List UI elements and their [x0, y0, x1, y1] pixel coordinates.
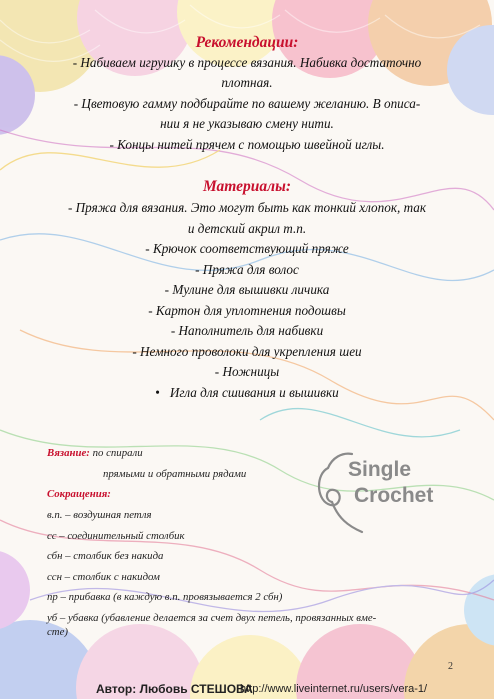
recommendation-line-5: - Концы нитей прячем с помощью швейной иглы.	[109, 137, 385, 152]
footer-author: Автор: Любовь СТЕШОВА	[96, 682, 253, 696]
knitting-row	[47, 446, 143, 460]
recommendation-line-3: - Цветовую гамму подбирайте по вашему желанию. В описа-	[73, 96, 421, 111]
abbreviation-item: уб – убавка (убавление делается за счет двух петель, провязанных вме-	[47, 612, 377, 624]
materials-title: Материалы:	[202, 178, 292, 195]
single-crochet-logo	[314, 440, 450, 544]
abbreviation-item: пр – прибавка (в каждую в.п. провязывается 2 сбн)	[47, 591, 283, 603]
material-line-10-text: Игла для сшивания и вышивки	[169, 385, 339, 400]
material-line-3: - Крючок соответствующий пряже	[145, 241, 349, 256]
logo-text-line-1: Single	[348, 458, 412, 481]
material-line-9: - Ножницы	[214, 364, 280, 379]
recommendation-line-4: нии я не указываю смену нити.	[160, 116, 334, 131]
abbreviation-item: сте)	[47, 626, 68, 638]
knitting-value-1: по спирали	[92, 447, 143, 459]
abbreviation-item: ссн – столбик с накидом	[47, 571, 160, 583]
abbreviations-label: Сокращения:	[47, 488, 111, 500]
material-line-1: - Пряжа для вязания. Это могут быть как тонкий хлопок, так	[67, 200, 427, 215]
abbreviation-item: сбн – столбик без накида	[47, 550, 164, 562]
abbreviation-item: в.п. – воздушная петля	[47, 509, 152, 521]
material-line-2: и детский акрил т.п.	[187, 221, 307, 236]
recommendation-line-1: - Набиваем игрушку в процессе вязания. Набивка достаточно	[72, 55, 422, 70]
knitting-label: Вязание:	[47, 447, 90, 459]
material-line-6: - Картон для уплотнения подошвы	[148, 303, 346, 318]
abbreviation-item: сс – соединительный столбик	[47, 530, 185, 542]
material-line-4: - Пряжа для волос	[195, 262, 299, 277]
footer-bar	[0, 681, 494, 699]
material-line-8: - Немного проволоки для укрепления шеи	[132, 344, 362, 359]
recommendations-title: Рекомендации:	[195, 34, 299, 51]
material-line-5: - Мулине для вышивки личика	[164, 282, 330, 297]
material-line-10	[40, 383, 454, 403]
bullet: •	[155, 385, 160, 400]
material-line-7: - Наполнитель для набивки	[170, 323, 324, 338]
knitting-value-2: прямыми и обратными рядами	[103, 468, 247, 480]
logo-text-line-2: Crochet	[354, 484, 434, 507]
footer-url-link[interactable]: http://www.liveinternet.ru/users/vera-1/	[240, 683, 428, 695]
recommendation-line-2: плотная.	[221, 75, 273, 90]
page-number: 2	[448, 661, 453, 672]
